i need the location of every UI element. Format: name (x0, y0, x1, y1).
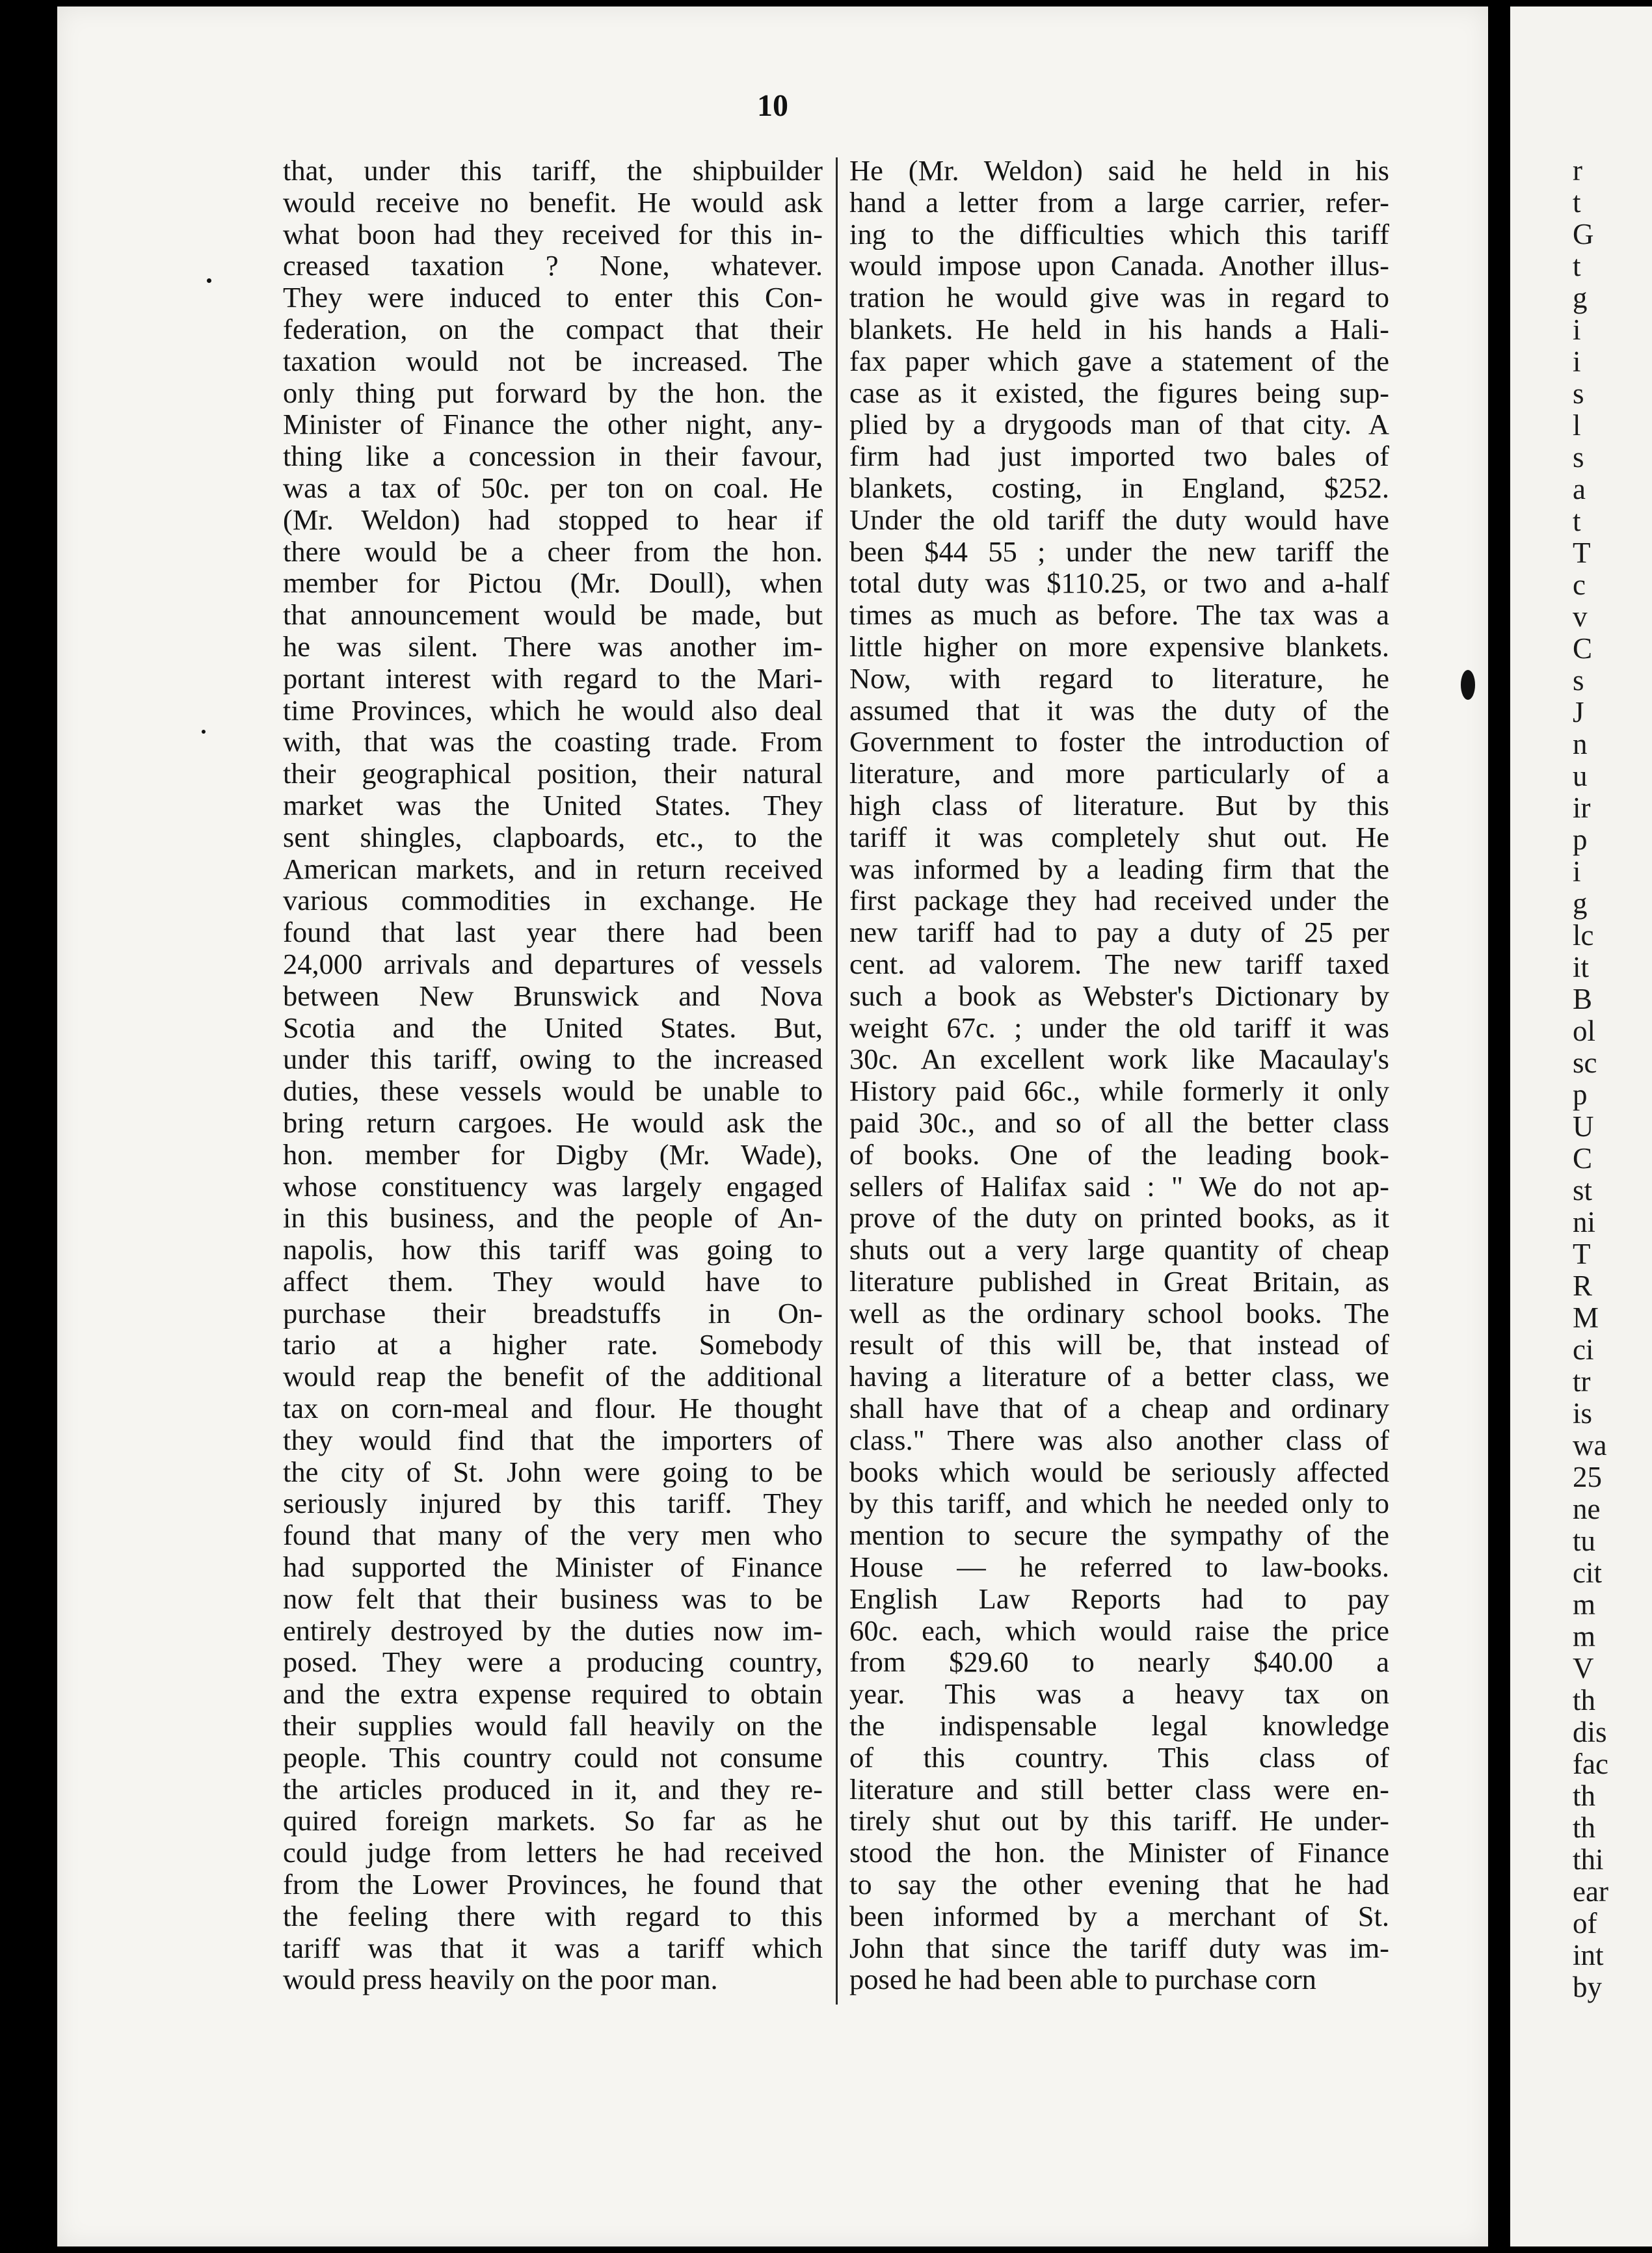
fragment-line: s (1573, 664, 1584, 697)
text-line: in this business, and the people of An- (283, 1202, 823, 1234)
text-line: cent. ad valorem. The new tariff taxed (849, 948, 1389, 980)
fragment-line: it (1573, 951, 1590, 983)
text-line: been $44 55 ; under the new tariff the (849, 535, 1389, 568)
text-line: They were induced to enter this Con- (283, 282, 823, 313)
fragment-line: M (1573, 1301, 1599, 1334)
fragment-line: th (1573, 1811, 1596, 1844)
fragment-line: s (1573, 441, 1584, 473)
text-line: that announcement would be made, but (283, 599, 823, 631)
fragment-line: ni (1573, 1206, 1596, 1238)
text-line: whose constituency was largely engaged (283, 1170, 823, 1203)
text-line: the city of St. John were going to be (283, 1456, 823, 1488)
text-line: posed. They were a producing country, (283, 1646, 823, 1679)
fragment-line: u (1573, 760, 1588, 792)
text-line: year. This was a heavy tax on (849, 1678, 1389, 1711)
text-line: people. This country could not consume (283, 1741, 823, 1774)
text-line: tariff was that it was a tariff which (283, 1932, 823, 1964)
text-line: ing to the difficulties which this tariff (849, 218, 1389, 250)
text-line: blankets. He held in his hands a Hali- (849, 313, 1389, 345)
text-line: under this tariff, owing to the increased (283, 1043, 823, 1076)
text-line: entirely destroyed by the duties now im- (283, 1614, 823, 1647)
text-line: John that since the tariff duty was im- (849, 1932, 1389, 1964)
fragment-line: T (1573, 537, 1591, 569)
fragment-line: s (1573, 377, 1584, 410)
fragment-line: m (1573, 1588, 1596, 1621)
text-line: now felt that their business was to be (283, 1582, 823, 1615)
text-line: their supplies would fall heavily on the (283, 1710, 823, 1742)
fragment-line: C (1573, 632, 1593, 665)
text-line: their geographical position, their natural (283, 758, 823, 790)
text-line: with, that was the coasting trade. From (283, 726, 823, 758)
text-line: high class of literature. But by this (849, 789, 1389, 821)
fragment-line: p (1573, 823, 1588, 856)
text-line: the feeling there with regard to this (283, 1900, 823, 1932)
fragment-line: C (1573, 1142, 1593, 1175)
text-line: would reap the benefit of the additional (283, 1361, 823, 1393)
fragment-line: t (1573, 250, 1581, 282)
text-line: found that last year there had been (283, 916, 823, 948)
text-line: federation, on the compact that their (283, 313, 823, 345)
text-line: he was silent. There was another im- (283, 630, 823, 663)
text-line: mention to secure the sympathy of the (849, 1519, 1389, 1552)
fragment-line: V (1573, 1652, 1594, 1685)
text-line: well as the ordinary school books. The (849, 1297, 1389, 1329)
text-line: found that many of the very men who (283, 1519, 823, 1552)
text-line: hand a letter from a large carrier, refer- (849, 186, 1389, 219)
fragment-line: ir (1573, 792, 1591, 824)
text-line: been informed by a merchant of St. (849, 1900, 1389, 1932)
text-line: what boon had they received for this in- (283, 218, 823, 250)
text-line: hon. member for Digby (Mr. Wade), (283, 1138, 823, 1171)
fragment-line: i (1573, 345, 1581, 378)
fragment-line: int (1573, 1939, 1604, 1971)
right-text-column (849, 155, 1389, 1995)
fragment-line: m (1573, 1620, 1596, 1653)
text-line: posed he had been able to purchase corn (849, 1964, 1316, 1996)
text-line: sent shingles, clapboards, etc., to the (283, 821, 823, 853)
text-line: taxation would not be increased. The (283, 345, 823, 377)
text-line: House — he referred to law-books. (849, 1551, 1389, 1583)
text-line: the articles produced in it, and they re- (283, 1773, 823, 1806)
text-line: tax on corn-meal and flour. He thought (283, 1393, 823, 1424)
fragment-line: B (1573, 983, 1593, 1015)
fragment-line: is (1573, 1397, 1593, 1430)
fragment-line: ne (1573, 1493, 1601, 1525)
text-line: little higher on more expensive blankets. (849, 630, 1389, 663)
fragment-line: U (1573, 1110, 1594, 1143)
text-line: time Provinces, which he would also deal (283, 694, 823, 727)
text-line: assumed that it was the duty of the (849, 694, 1389, 727)
fragment-line: dis (1573, 1716, 1607, 1748)
text-line: new tariff had to pay a duty of 25 per (849, 916, 1389, 948)
text-line: literature, and more particularly of a (849, 758, 1389, 790)
text-line: total duty was $110.25, or two and a-half (849, 567, 1389, 600)
text-line: Now, with regard to literature, he (849, 662, 1389, 695)
text-line: by this tariff, and which he needed only to (849, 1487, 1389, 1520)
text-line: plied by a drygoods man of that city. A (849, 408, 1389, 441)
text-line: and the extra expense required to obtain (283, 1678, 823, 1711)
text-line: to say the other evening that he had (849, 1869, 1389, 1900)
text-line: 24,000 arrivals and departures of vessels (283, 948, 823, 980)
text-line: of books. One of the leading book- (849, 1138, 1389, 1171)
text-line: firm had just imported two bales of (849, 440, 1389, 472)
column-divider (836, 157, 838, 2005)
text-line: tario at a higher rate. Somebody (283, 1329, 823, 1361)
text-line: stood the hon. the Minister of Finance (849, 1837, 1389, 1869)
fragment-line: tr (1573, 1365, 1591, 1398)
text-line: affect them. They would have to (283, 1265, 823, 1298)
page-number: 10 (757, 88, 788, 123)
text-line: from the Lower Provinces, he found that (283, 1869, 823, 1900)
text-line: weight 67c. ; under the old tariff it was (849, 1011, 1389, 1044)
text-line: History paid 66c., while formerly it only (849, 1075, 1389, 1107)
text-line: fax paper which gave a statement of the (849, 345, 1389, 377)
text-line: the indispensable legal knowledge (849, 1710, 1389, 1742)
text-line: result of this will be, that instead of (849, 1329, 1389, 1361)
fragment-line: G (1573, 218, 1594, 250)
text-line: only thing put forward by the hon. the (283, 377, 823, 409)
text-line: would press heavily on the poor man. (283, 1964, 718, 1996)
text-line: having a literature of a better class, we (849, 1361, 1389, 1393)
fragment-line: by (1573, 1971, 1602, 2003)
fragment-line: tu (1573, 1525, 1596, 1557)
text-line: American markets, and in return received (283, 853, 823, 885)
ink-speck (207, 278, 211, 283)
text-line: class." There was also another class of (849, 1424, 1389, 1456)
text-line: that, under this tariff, the shipbuilder (283, 155, 823, 187)
text-line: between New Brunswick and Nova (283, 980, 823, 1012)
text-line: Scotia and the United States. But, (283, 1011, 823, 1044)
fragment-line: J (1573, 696, 1584, 728)
fragment-line: th (1573, 1684, 1596, 1716)
text-line: portant interest with regard to the Mari- (283, 662, 823, 695)
text-line: seriously injured by this tariff. They (283, 1487, 823, 1520)
text-line: thing like a concession in their favour, (283, 440, 823, 472)
text-line: tirely shut out by this tariff. He under- (849, 1805, 1389, 1837)
fragment-line: i (1573, 855, 1581, 888)
text-line: quired foreign markets. So far as he (283, 1805, 823, 1837)
text-line: of this country. This class of (849, 1741, 1389, 1774)
fragment-line: a (1573, 473, 1586, 505)
fragment-line: c (1573, 568, 1586, 601)
text-line: Government to foster the introduction of (849, 726, 1389, 758)
fragment-line: T (1573, 1238, 1591, 1270)
text-line: prove of the duty on printed books, as it (849, 1202, 1389, 1234)
ink-speck (202, 730, 206, 734)
text-line: would receive no benefit. He would ask (283, 186, 823, 219)
text-line: blankets, costing, in England, $252. (849, 472, 1389, 504)
text-line: He (Mr. Weldon) said he held in his (849, 155, 1389, 187)
text-line: could judge from letters he had received (283, 1837, 823, 1869)
text-line: was informed by a leading firm that the (849, 853, 1389, 885)
text-line: case as it existed, the figures being sup- (849, 377, 1389, 409)
fragment-line: r (1573, 154, 1582, 187)
text-line: there would be a cheer from the hon. (283, 535, 823, 568)
text-line: was a tax of 50c. per ton on coal. He (283, 472, 823, 504)
text-line: had supported the Minister of Finance (283, 1551, 823, 1583)
fragment-line: wa (1573, 1429, 1607, 1461)
fragment-line: t (1573, 186, 1581, 219)
text-line: such a book as Webster's Dictionary by (849, 980, 1389, 1012)
fragment-line: 25 (1573, 1461, 1602, 1493)
text-line: Minister of Finance the other night, any- (283, 408, 823, 441)
fragment-line: i (1573, 313, 1581, 346)
fragment-line: l (1573, 409, 1581, 442)
fragment-line: st (1573, 1174, 1593, 1206)
fragment-line: of (1573, 1907, 1597, 1940)
text-line: would impose upon Canada. Another illus- (849, 250, 1389, 282)
text-line: market was the United States. They (283, 789, 823, 821)
fragment-line: g (1573, 282, 1588, 314)
fragment-line: R (1573, 1270, 1593, 1302)
adjacent-page-edge (1510, 7, 1652, 2246)
text-line: duties, these vessels would be unable to (283, 1075, 823, 1107)
text-line: shuts out a very large quantity of cheap (849, 1234, 1389, 1266)
text-line: tration he would give was in regard to (849, 282, 1389, 313)
fragment-line: sc (1573, 1047, 1597, 1079)
text-line: from $29.60 to nearly $40.00 a (849, 1646, 1389, 1679)
text-line: napolis, how this tariff was going to (283, 1234, 823, 1266)
text-line: first package they had received under the (849, 885, 1389, 917)
fragment-line: lc (1573, 919, 1594, 952)
fragment-line: thi (1573, 1843, 1604, 1876)
document-page (57, 7, 1488, 2246)
text-line: various commodities in exchange. He (283, 885, 823, 917)
fragment-line: v (1573, 600, 1588, 633)
fragment-line: fac (1573, 1748, 1608, 1780)
text-line: bring return cargoes. He would ask the (283, 1106, 823, 1139)
fragment-line: t (1573, 505, 1581, 537)
fragment-line: ol (1573, 1015, 1596, 1047)
left-text-column (283, 155, 823, 1995)
text-line: member for Pictou (Mr. Doull), when (283, 567, 823, 600)
fragment-line: n (1573, 728, 1588, 760)
text-line: literature published in Great Britain, as (849, 1265, 1389, 1298)
fragment-line: cit (1573, 1556, 1602, 1589)
text-line: (Mr. Weldon) had stopped to hear if (283, 503, 823, 536)
text-line: literature and still better class were en- (849, 1773, 1389, 1806)
text-line: books which would be seriously affected (849, 1456, 1389, 1488)
text-line: shall have that of a cheap and ordinary (849, 1393, 1389, 1424)
fragment-line: th (1573, 1780, 1596, 1812)
text-line: they would find that the importers of (283, 1424, 823, 1456)
fragment-line: ci (1573, 1333, 1594, 1366)
text-line: creased taxation ? None, whatever. (283, 250, 823, 282)
adjacent-page-fragments (1573, 155, 1651, 2003)
text-line: 60c. each, which would raise the price (849, 1614, 1389, 1647)
text-line: tariff it was completely shut out. He (849, 821, 1389, 853)
text-line: English Law Reports had to pay (849, 1582, 1389, 1615)
ink-spot (1461, 670, 1475, 700)
text-line: paid 30c., and so of all the better class (849, 1106, 1389, 1139)
text-line: 30c. An excellent work like Macaulay's (849, 1043, 1389, 1076)
text-line: purchase their breadstuffs in On- (283, 1297, 823, 1329)
text-line: Under the old tariff the duty would have (849, 503, 1389, 536)
text-line: times as much as before. The tax was a (849, 599, 1389, 631)
fragment-line: g (1573, 887, 1588, 920)
fragment-line: p (1573, 1078, 1588, 1111)
fragment-line: ear (1573, 1875, 1608, 1908)
text-line: sellers of Halifax said : " We do not ap- (849, 1170, 1389, 1203)
